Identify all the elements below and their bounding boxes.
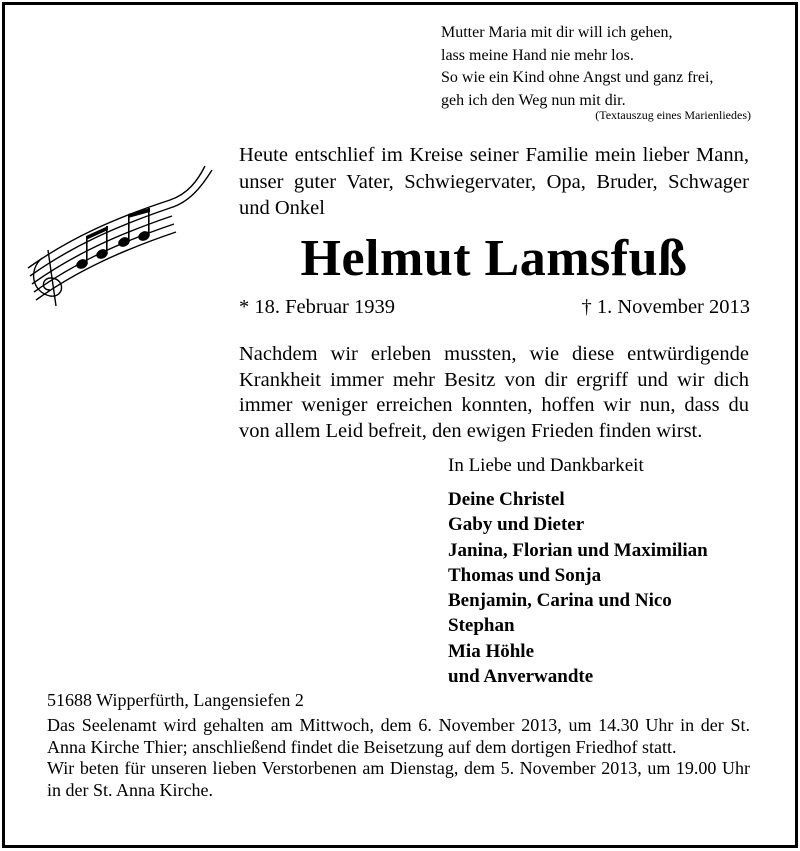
poem [441, 22, 713, 112]
intro-text: Heute entschlief im Kreise seiner Familie mein lieber Mann, unser guter Vater, Schwiegervater, Opa, Bruder, Schwager und Onkel [239, 144, 749, 219]
mourner: Benjamin, Carina und Nico [448, 590, 672, 612]
service-info [47, 715, 750, 801]
mourner: Deine Christel [448, 489, 565, 510]
poem-line: lass meine Hand nie mehr los. [441, 46, 634, 64]
mourner: Gaby und Dieter [448, 514, 585, 536]
message-text: Nachdem wir erleben mussten, wie diese entwürdigende Krankheit immer mehr Besitz von dir ergriff und wir dich immer weniger erreichen konnten, hoffen wir nun, dass du von allem Leid befreit, den ewigen Frieden finden wirst. [239, 343, 749, 442]
address: 51688 Wipperfürth, Langensiefen 2 [47, 690, 304, 710]
poem-line: geh ich den Weg nun mit dir. [441, 91, 626, 109]
poem-source: (Textauszug eines Marienliedes) [595, 108, 751, 122]
deceased-name: Helmut Lamsfuß [300, 230, 688, 287]
mourner: Thomas und Sonja [448, 564, 602, 586]
service-paragraph: Das Seelenamt wird gehalten am Mittwoch, dem 6. November 2013, um 14.30 Uhr in der St. Anna Kirche Thier; anschließend findet die Beisetzung auf dem dortigen Friedhof statt. [47, 715, 750, 757]
mourner: Stephan [448, 615, 515, 637]
poem-line: So wie ein Kind ohne Angst und ganz frei, [441, 69, 714, 86]
mourner: Janina, Florian und Maximilian [448, 539, 708, 561]
service-paragraph: Wir beten für unseren lieben Verstorbenen am Dienstag, dem 5. November 2013, um 19.00 Uhr in der St. Anna Kirche. [47, 758, 750, 800]
poem-line: Mutter Maria mit dir will ich gehen, [441, 24, 673, 41]
death-date: † 1. November 2013 [581, 296, 750, 318]
mourner: und Anverwandte [448, 666, 594, 688]
birth-date: * 18. Februar 1939 [239, 296, 396, 318]
mourner: Mia Höhle [448, 640, 535, 662]
music-notes-icon [20, 160, 215, 310]
mourners-list [448, 487, 708, 689]
thanks-line: In Liebe und Dankbarkeit [448, 455, 644, 476]
